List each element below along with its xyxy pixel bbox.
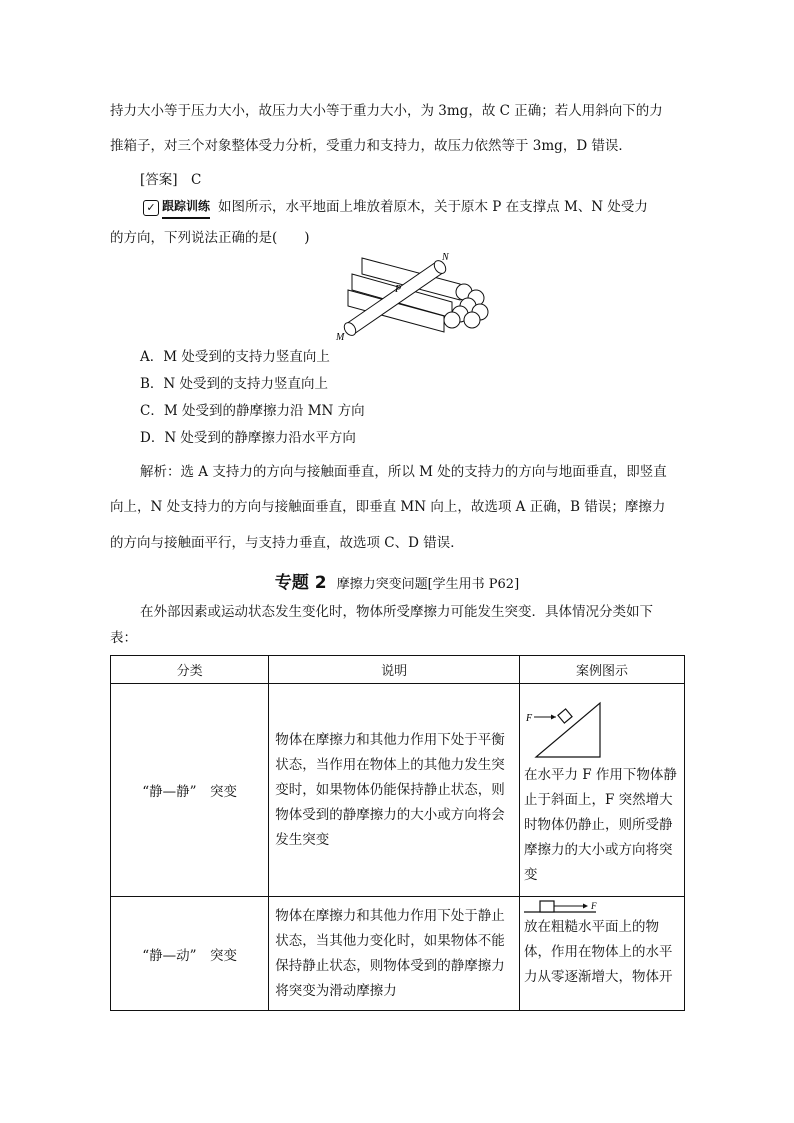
exercise-line-1	[143, 196, 723, 219]
header-category: 分类	[111, 656, 269, 684]
label-m: M	[336, 332, 345, 343]
paragraph-line-2: 推箱子，对三个对象整体受力分析，受重力和支持力，故压力依然等于 3mg，D 错误．	[110, 138, 632, 154]
table-row	[111, 684, 685, 897]
analysis-line-1: 解析：选 A 支持力的方向与接触面垂直，所以 M 处的支持力的方向与地面垂直，即竖直	[140, 464, 667, 480]
friction-table	[110, 655, 685, 1011]
analysis-line-3: 的方向与接触面平行，与支持力垂直，故选项 C、D 错误．	[110, 535, 464, 551]
force-label: F	[590, 901, 597, 911]
exercise-text-1: 如图所示，水平地面上堆放着原木，关于原木 P 在支撑点 M、N 处受力	[218, 199, 648, 215]
section-heading	[0, 568, 794, 593]
exercise-line-2: 的方向，下列说法正确的是( )	[110, 230, 310, 246]
row-category: “静—动” 突变	[111, 897, 269, 1011]
option-b: B．N 处受到的支持力竖直向上	[140, 376, 329, 392]
label-p: P	[395, 284, 402, 295]
row-category: “静—静” 突变	[111, 684, 269, 897]
section-number: 专题 2	[274, 573, 327, 593]
intro-line-1: 在外部因素或运动状态发生变化时，物体所受摩擦力可能发生突变．具体情况分类如下	[140, 604, 653, 620]
header-case: 案例图示	[519, 656, 684, 684]
option-a: A．M 处受到的支持力竖直向上	[140, 349, 330, 365]
paragraph-line-1: 持力大小等于压力大小，故压力大小等于重力大小，为 3mg，故 C 正确；若人用斜向下的力	[110, 103, 663, 119]
label-n: N	[442, 252, 449, 263]
row-description: 物体在摩擦力和其他力作用下处于平衡状态，当作用在物体上的其他力发生突变时，如果物体仍能保持静止状态，则物体受到的静摩擦力的大小或方向将会发生突变	[275, 731, 505, 848]
answer-line: [答案] C	[140, 172, 202, 188]
intro-line-2: 表：	[110, 630, 137, 646]
section-title: 摩擦力突变问题[学生用书 P62]	[336, 577, 520, 592]
force-label: F	[525, 712, 533, 724]
block-on-floor-figure	[520, 897, 684, 915]
badge-label: 跟踪训练	[162, 196, 210, 219]
table-row	[111, 897, 685, 1011]
case-text: 放在粗糙水平面上的物体，作用在物体上的水平力从零逐渐增大，物体开	[523, 919, 673, 985]
log-pile-figure	[336, 246, 490, 343]
analysis-line-2: 向上，N 处支持力的方向与接触面垂直，即垂直 MN 向上，故选项 A 正确，B 错误；摩擦力	[110, 499, 666, 515]
row-description: 物体在摩擦力和其他力作用下处于静止状态，当其他力变化时，如果物体不能保持静止状态，则物体受到的静摩擦力将突变为滑动摩擦力	[275, 907, 505, 999]
check-icon: ✓	[143, 200, 159, 216]
case-text: 在水平力 F 作用下物体静止于斜面上，F 突然增大时物体仍静止，则所受静摩擦力的大小或方向将突变	[523, 766, 677, 883]
table-header-row	[111, 656, 685, 684]
option-c: C．M 处受到的静摩擦力沿 MN 方向	[140, 403, 365, 419]
option-d: D．N 处受到的静摩擦力沿水平方向	[140, 430, 356, 446]
incline-figure	[520, 693, 684, 763]
header-description: 说明	[269, 656, 520, 684]
exercise-badge	[143, 196, 210, 219]
